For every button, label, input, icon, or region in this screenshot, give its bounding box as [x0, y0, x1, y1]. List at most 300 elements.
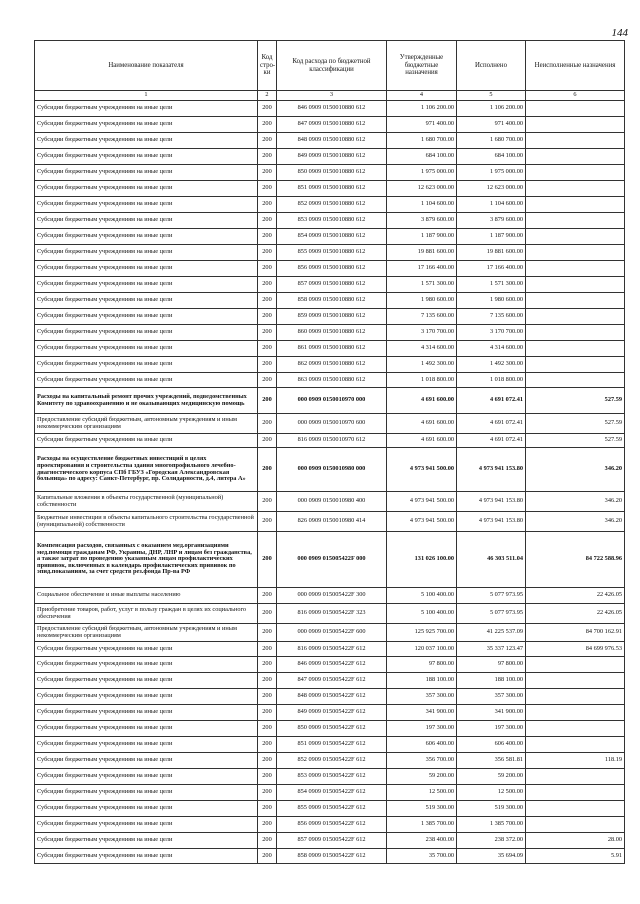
line-code: 200: [258, 388, 277, 414]
executed-amount: 7 135 600.00: [457, 309, 526, 325]
line-code: 200: [258, 689, 277, 705]
indicator-name: Субсидии бюджетным учреждениям на иные цели: [35, 325, 258, 341]
expense-code: 849 0909 015005422F 612: [277, 705, 387, 721]
executed-amount: 1 680 700.00: [457, 133, 526, 149]
expense-code: 849 0909 0150010880 612: [277, 149, 387, 165]
line-code: 200: [258, 588, 277, 604]
expense-code: 847 0909 0150010880 612: [277, 117, 387, 133]
indicator-name: Субсидии бюджетным учреждениям на иные цели: [35, 101, 258, 117]
executed-amount: 4 691 072.41: [457, 434, 526, 448]
line-code: 200: [258, 532, 277, 588]
line-code: 200: [258, 213, 277, 229]
unexecuted-amount: [526, 101, 625, 117]
approved-amount: 12 500.00: [387, 785, 457, 801]
table-row: [35, 801, 625, 817]
line-code: 200: [258, 753, 277, 769]
expense-code: 861 0909 0150010880 612: [277, 341, 387, 357]
line-code: 200: [258, 737, 277, 753]
line-code: 200: [258, 117, 277, 133]
expense-code: 848 0909 0150010880 612: [277, 133, 387, 149]
expense-code: 851 0909 015005422F 612: [277, 737, 387, 753]
executed-amount: 5 077 973.95: [457, 604, 526, 624]
approved-amount: 17 166 400.00: [387, 261, 457, 277]
executed-amount: 1 385 700.00: [457, 817, 526, 833]
executed-amount: 1 492 300.00: [457, 357, 526, 373]
expense-code: 853 0909 015005422F 612: [277, 769, 387, 785]
indicator-name: Субсидии бюджетным учреждениям на иные цели: [35, 801, 258, 817]
approved-amount: 131 026 100.00: [387, 532, 457, 588]
expense-code: 850 0909 0150010880 612: [277, 165, 387, 181]
table-row: [35, 512, 625, 532]
executed-amount: 684 100.00: [457, 149, 526, 165]
indicator-name: Субсидии бюджетным учреждениям на иные цели: [35, 689, 258, 705]
approved-amount: 197 300.00: [387, 721, 457, 737]
approved-amount: 4 973 941 500.00: [387, 492, 457, 512]
unexecuted-amount: [526, 165, 625, 181]
indicator-name: Субсидии бюджетным учреждениям на иные цели: [35, 705, 258, 721]
unexecuted-amount: [526, 769, 625, 785]
unexecuted-amount: [526, 373, 625, 388]
executed-amount: 19 881 600.00: [457, 245, 526, 261]
table-row: [35, 849, 625, 864]
expense-code: 816 0909 0150010970 612: [277, 434, 387, 448]
indicator-name: Субсидии бюджетным учреждениям на иные цели: [35, 165, 258, 181]
line-code: 200: [258, 325, 277, 341]
unexecuted-amount: 346.20: [526, 448, 625, 492]
indicator-name: Субсидии бюджетным учреждениям на иные цели: [35, 213, 258, 229]
expense-code: 816 0909 015005422F 612: [277, 642, 387, 657]
header-approved: Утвержденные бюджетные назначения: [387, 41, 457, 91]
line-code: 200: [258, 705, 277, 721]
line-code: 200: [258, 673, 277, 689]
indicator-name: Субсидии бюджетным учреждениям на иные цели: [35, 642, 258, 657]
line-code: 200: [258, 604, 277, 624]
table-row: [35, 325, 625, 341]
table-row: [35, 341, 625, 357]
approved-amount: 4 973 941 500.00: [387, 512, 457, 532]
expense-code: 816 0909 015005422F 323: [277, 604, 387, 624]
table-row: [35, 705, 625, 721]
header-executed: Исполнено: [457, 41, 526, 91]
executed-amount: 1 018 800.00: [457, 373, 526, 388]
executed-amount: 35 337 123.47: [457, 642, 526, 657]
table-row: [35, 261, 625, 277]
line-code: 200: [258, 785, 277, 801]
unexecuted-amount: 5.91: [526, 849, 625, 864]
executed-amount: 3 879 600.00: [457, 213, 526, 229]
approved-amount: 1 980 600.00: [387, 293, 457, 309]
expense-code: 856 0909 0150010880 612: [277, 261, 387, 277]
indicator-name: Субсидии бюджетным учреждениям на иные цели: [35, 117, 258, 133]
executed-amount: 97 800.00: [457, 657, 526, 673]
approved-amount: 606 400.00: [387, 737, 457, 753]
executed-amount: 46 303 511.04: [457, 532, 526, 588]
column-number: 1: [35, 91, 258, 101]
approved-amount: 5 100 400.00: [387, 604, 457, 624]
line-code: 200: [258, 849, 277, 864]
expense-code: 000 0909 0150010980 400: [277, 492, 387, 512]
approved-amount: 1 680 700.00: [387, 133, 457, 149]
indicator-name: Субсидии бюджетным учреждениям на иные цели: [35, 673, 258, 689]
unexecuted-amount: 22 426.05: [526, 588, 625, 604]
unexecuted-amount: 84 722 588.96: [526, 532, 625, 588]
column-number: 2: [258, 91, 277, 101]
unexecuted-amount: 527.59: [526, 388, 625, 414]
expense-code: 860 0909 0150010880 612: [277, 325, 387, 341]
line-code: 200: [258, 373, 277, 388]
indicator-name: Расходы на капитальный ремонт прочих учреждений, подведомственных Комитету по здравоохранению и не оказывающих медицинскую помощь: [35, 388, 258, 414]
table-row: [35, 229, 625, 245]
expense-code: 846 0909 0150010880 612: [277, 101, 387, 117]
table-row: [35, 434, 625, 448]
approved-amount: 125 925 700.00: [387, 624, 457, 642]
indicator-name: Субсидии бюджетным учреждениям на иные цели: [35, 197, 258, 213]
unexecuted-amount: [526, 293, 625, 309]
budget-execution-table: [34, 40, 625, 864]
indicator-name: Социальное обеспечение и иные выплаты населению: [35, 588, 258, 604]
unexecuted-amount: [526, 309, 625, 325]
line-code: 200: [258, 245, 277, 261]
table-body: [35, 101, 625, 864]
indicator-name: Бюджетные инвестиции в объекты капитального строительства государственной (муниципальной) собственности: [35, 512, 258, 532]
expense-code: 000 0909 0150010970 600: [277, 414, 387, 434]
table-row: [35, 165, 625, 181]
table-row: [35, 197, 625, 213]
table-row: [35, 737, 625, 753]
approved-amount: 1 106 200.00: [387, 101, 457, 117]
executed-amount: 4 973 941 153.80: [457, 448, 526, 492]
executed-amount: 5 077 973.95: [457, 588, 526, 604]
approved-amount: 519 300.00: [387, 801, 457, 817]
indicator-name: Субсидии бюджетным учреждениям на иные цели: [35, 245, 258, 261]
expense-code: 857 0909 0150010880 612: [277, 277, 387, 293]
line-code: 200: [258, 149, 277, 165]
header-expense-code: Код расхода по бюджетной классификации: [277, 41, 387, 91]
table-row: [35, 833, 625, 849]
executed-amount: 41 225 537.09: [457, 624, 526, 642]
executed-amount: 356 581.81: [457, 753, 526, 769]
table-row: [35, 785, 625, 801]
executed-amount: 197 300.00: [457, 721, 526, 737]
executed-amount: 238 372.00: [457, 833, 526, 849]
executed-amount: 12 623 000.00: [457, 181, 526, 197]
indicator-name: Субсидии бюджетным учреждениям на иные цели: [35, 133, 258, 149]
expense-code: 000 0909 015005422F 000: [277, 532, 387, 588]
indicator-name: Субсидии бюджетным учреждениям на иные цели: [35, 261, 258, 277]
unexecuted-amount: [526, 817, 625, 833]
table-row: [35, 532, 625, 588]
line-code: 200: [258, 341, 277, 357]
indicator-name: Субсидии бюджетным учреждениям на иные цели: [35, 309, 258, 325]
executed-amount: 1 106 200.00: [457, 101, 526, 117]
unexecuted-amount: [526, 357, 625, 373]
executed-amount: 341 900.00: [457, 705, 526, 721]
expense-code: 000 0909 015005422F 600: [277, 624, 387, 642]
table-row: [35, 309, 625, 325]
table-row: [35, 277, 625, 293]
unexecuted-amount: [526, 245, 625, 261]
page-number: 144: [611, 27, 628, 39]
table-row: [35, 414, 625, 434]
expense-code: 855 0909 0150010880 612: [277, 245, 387, 261]
line-code: 200: [258, 309, 277, 325]
indicator-name: Субсидии бюджетным учреждениям на иные цели: [35, 341, 258, 357]
executed-amount: 4 973 941 153.80: [457, 512, 526, 532]
indicator-name: Компенсация расходов, связанных с оказанием мед.организациями мед.помощи гражданам РФ, Украины, ДНР, ЛНР и лицам без гражданства, а также затрат по проведению указанным лицам профилактических прививок, включенных в календарь профилактических прививок по эпид.показаниям, за счет средств рез.фонда Пр-ва РФ: [35, 532, 258, 588]
expense-code: 863 0909 0150010880 612: [277, 373, 387, 388]
executed-amount: 1 975 000.00: [457, 165, 526, 181]
executed-amount: 519 300.00: [457, 801, 526, 817]
table-row: [35, 373, 625, 388]
expense-code: 862 0909 0150010880 612: [277, 357, 387, 373]
line-code: 200: [258, 229, 277, 245]
line-code: 200: [258, 101, 277, 117]
line-code: 200: [258, 261, 277, 277]
table-row: [35, 689, 625, 705]
unexecuted-amount: [526, 181, 625, 197]
table-row: [35, 588, 625, 604]
expense-code: 855 0909 015005422F 612: [277, 801, 387, 817]
line-code: 200: [258, 801, 277, 817]
expense-code: 859 0909 0150010880 612: [277, 309, 387, 325]
expense-code: 846 0909 015005422F 612: [277, 657, 387, 673]
indicator-name: Субсидии бюджетным учреждениям на иные цели: [35, 753, 258, 769]
indicator-name: Предоставление субсидий бюджетным, автономным учреждениям и иным некоммерческим организациям: [35, 414, 258, 434]
approved-amount: 59 200.00: [387, 769, 457, 785]
approved-amount: 1 571 300.00: [387, 277, 457, 293]
indicator-name: Субсидии бюджетным учреждениям на иные цели: [35, 833, 258, 849]
expense-code: 000 0909 0150010980 000: [277, 448, 387, 492]
approved-amount: 971 400.00: [387, 117, 457, 133]
indicator-name: Субсидии бюджетным учреждениям на иные цели: [35, 229, 258, 245]
indicator-name: Субсидии бюджетным учреждениям на иные цели: [35, 657, 258, 673]
header-row: [35, 41, 625, 91]
executed-amount: 35 694.09: [457, 849, 526, 864]
table-row: [35, 624, 625, 642]
line-code: 200: [258, 197, 277, 213]
table-row: [35, 673, 625, 689]
approved-amount: 120 037 100.00: [387, 642, 457, 657]
expense-code: 856 0909 015005422F 612: [277, 817, 387, 833]
unexecuted-amount: [526, 657, 625, 673]
approved-amount: 4 314 600.00: [387, 341, 457, 357]
approved-amount: 7 135 600.00: [387, 309, 457, 325]
unexecuted-amount: [526, 133, 625, 149]
approved-amount: 341 900.00: [387, 705, 457, 721]
line-code: 200: [258, 833, 277, 849]
unexecuted-amount: 346.20: [526, 512, 625, 532]
approved-amount: 1 104 600.00: [387, 197, 457, 213]
approved-amount: 5 100 400.00: [387, 588, 457, 604]
approved-amount: 4 691 600.00: [387, 434, 457, 448]
table-row: [35, 721, 625, 737]
expense-code: 853 0909 0150010880 612: [277, 213, 387, 229]
indicator-name: Субсидии бюджетным учреждениям на иные цели: [35, 737, 258, 753]
executed-amount: 59 200.00: [457, 769, 526, 785]
indicator-name: Расходы на осуществление бюджетных инвестиций в целях проектирования и строительства здания многопрофильного лечебно-диагностического корпуса СПб ГБУЗ «Городская Александровская больница» по адресу: Санкт-Петербург, пр. Солидарности, д.4, литера А»: [35, 448, 258, 492]
unexecuted-amount: 118.19: [526, 753, 625, 769]
expense-code: 826 0909 0150010980 414: [277, 512, 387, 532]
expense-code: 852 0909 0150010880 612: [277, 197, 387, 213]
executed-amount: 971 400.00: [457, 117, 526, 133]
line-code: 200: [258, 414, 277, 434]
column-number: 6: [526, 91, 625, 101]
expense-code: 850 0909 015005422F 612: [277, 721, 387, 737]
expense-code: 852 0909 015005422F 612: [277, 753, 387, 769]
line-code: 200: [258, 448, 277, 492]
indicator-name: Субсидии бюджетным учреждениям на иные цели: [35, 849, 258, 864]
unexecuted-amount: [526, 721, 625, 737]
expense-code: 854 0909 015005422F 612: [277, 785, 387, 801]
line-code: 200: [258, 642, 277, 657]
table-row: [35, 769, 625, 785]
indicator-name: Субсидии бюджетным учреждениям на иные цели: [35, 181, 258, 197]
line-code: 200: [258, 769, 277, 785]
line-code: 200: [258, 721, 277, 737]
unexecuted-amount: [526, 277, 625, 293]
line-code: 200: [258, 657, 277, 673]
unexecuted-amount: [526, 197, 625, 213]
approved-amount: 3 170 700.00: [387, 325, 457, 341]
indicator-name: Субсидии бюджетным учреждениям на иные цели: [35, 434, 258, 448]
executed-amount: 1 980 600.00: [457, 293, 526, 309]
approved-amount: 3 879 600.00: [387, 213, 457, 229]
table-row: [35, 293, 625, 309]
table-row: [35, 642, 625, 657]
unexecuted-amount: [526, 117, 625, 133]
unexecuted-amount: [526, 229, 625, 245]
indicator-name: Субсидии бюджетным учреждениям на иные цели: [35, 721, 258, 737]
table-row: [35, 213, 625, 229]
approved-amount: 12 623 000.00: [387, 181, 457, 197]
expense-code: 851 0909 0150010880 612: [277, 181, 387, 197]
table-row: [35, 133, 625, 149]
indicator-name: Приобретение товаров, работ, услуг в пользу граждан в целях их социального обеспечения: [35, 604, 258, 624]
table-row: [35, 388, 625, 414]
line-code: 200: [258, 817, 277, 833]
executed-amount: 17 166 400.00: [457, 261, 526, 277]
line-code: 200: [258, 624, 277, 642]
unexecuted-amount: [526, 325, 625, 341]
line-code: 200: [258, 293, 277, 309]
table-row: [35, 448, 625, 492]
unexecuted-amount: 527.59: [526, 414, 625, 434]
unexecuted-amount: 84 699 976.53: [526, 642, 625, 657]
executed-amount: 606 400.00: [457, 737, 526, 753]
indicator-name: Капитальные вложения в объекты государственной (муниципальной) собственности: [35, 492, 258, 512]
unexecuted-amount: [526, 785, 625, 801]
line-code: 200: [258, 277, 277, 293]
expense-code: 858 0909 0150010880 612: [277, 293, 387, 309]
approved-amount: 35 700.00: [387, 849, 457, 864]
expense-code: 000 0909 015005422F 300: [277, 588, 387, 604]
executed-amount: 4 691 072.41: [457, 414, 526, 434]
executed-amount: 1 104 600.00: [457, 197, 526, 213]
unexecuted-amount: [526, 341, 625, 357]
unexecuted-amount: 22 426.05: [526, 604, 625, 624]
table-row: [35, 181, 625, 197]
expense-code: 854 0909 0150010880 612: [277, 229, 387, 245]
approved-amount: 238 400.00: [387, 833, 457, 849]
expense-code: 858 0909 015005422F 612: [277, 849, 387, 864]
executed-amount: 4 691 072.41: [457, 388, 526, 414]
line-code: 200: [258, 133, 277, 149]
table-row: [35, 149, 625, 165]
table-row: [35, 817, 625, 833]
expense-code: 847 0909 015005422F 612: [277, 673, 387, 689]
indicator-name: Субсидии бюджетным учреждениям на иные цели: [35, 293, 258, 309]
unexecuted-amount: [526, 213, 625, 229]
approved-amount: 1 018 800.00: [387, 373, 457, 388]
expense-code: 000 0909 0150010970 000: [277, 388, 387, 414]
approved-amount: 1 187 900.00: [387, 229, 457, 245]
unexecuted-amount: [526, 689, 625, 705]
line-code: 200: [258, 181, 277, 197]
table-row: [35, 101, 625, 117]
table-row: [35, 245, 625, 261]
indicator-name: Субсидии бюджетным учреждениям на иные цели: [35, 277, 258, 293]
table-row: [35, 357, 625, 373]
executed-amount: 1 571 300.00: [457, 277, 526, 293]
approved-amount: 97 800.00: [387, 657, 457, 673]
column-number-row: [35, 91, 625, 101]
line-code: 200: [258, 165, 277, 181]
approved-amount: 1 975 000.00: [387, 165, 457, 181]
indicator-name: Субсидии бюджетным учреждениям на иные цели: [35, 769, 258, 785]
indicator-name: Субсидии бюджетным учреждениям на иные цели: [35, 373, 258, 388]
unexecuted-amount: 28.00: [526, 833, 625, 849]
approved-amount: 1 492 300.00: [387, 357, 457, 373]
column-number: 4: [387, 91, 457, 101]
unexecuted-amount: 84 700 162.91: [526, 624, 625, 642]
indicator-name: Субсидии бюджетным учреждениям на иные цели: [35, 149, 258, 165]
executed-amount: 1 187 900.00: [457, 229, 526, 245]
header-line-code: Код стро-ки: [258, 41, 277, 91]
executed-amount: 12 500.00: [457, 785, 526, 801]
column-number: 3: [277, 91, 387, 101]
approved-amount: 357 300.00: [387, 689, 457, 705]
line-code: 200: [258, 492, 277, 512]
expense-code: 848 0909 015005422F 612: [277, 689, 387, 705]
unexecuted-amount: [526, 673, 625, 689]
table-row: [35, 117, 625, 133]
approved-amount: 188 100.00: [387, 673, 457, 689]
unexecuted-amount: 527.59: [526, 434, 625, 448]
line-code: 200: [258, 434, 277, 448]
table-row: [35, 492, 625, 512]
column-number: 5: [457, 91, 526, 101]
executed-amount: 4 314 600.00: [457, 341, 526, 357]
indicator-name: Субсидии бюджетным учреждениям на иные цели: [35, 357, 258, 373]
unexecuted-amount: [526, 261, 625, 277]
approved-amount: 684 100.00: [387, 149, 457, 165]
indicator-name: Субсидии бюджетным учреждениям на иные цели: [35, 785, 258, 801]
executed-amount: 3 170 700.00: [457, 325, 526, 341]
approved-amount: 1 385 700.00: [387, 817, 457, 833]
unexecuted-amount: [526, 705, 625, 721]
approved-amount: 356 700.00: [387, 753, 457, 769]
table-row: [35, 604, 625, 624]
indicator-name: Предоставление субсидий бюджетным, автономным учреждениям и иным некоммерческим организациям: [35, 624, 258, 642]
executed-amount: 4 973 941 153.80: [457, 492, 526, 512]
indicator-name: Субсидии бюджетным учреждениям на иные цели: [35, 817, 258, 833]
unexecuted-amount: [526, 149, 625, 165]
executed-amount: 357 300.00: [457, 689, 526, 705]
table-row: [35, 657, 625, 673]
executed-amount: 188 100.00: [457, 673, 526, 689]
header-unexecuted: Неисполненные назначения: [526, 41, 625, 91]
unexecuted-amount: [526, 801, 625, 817]
